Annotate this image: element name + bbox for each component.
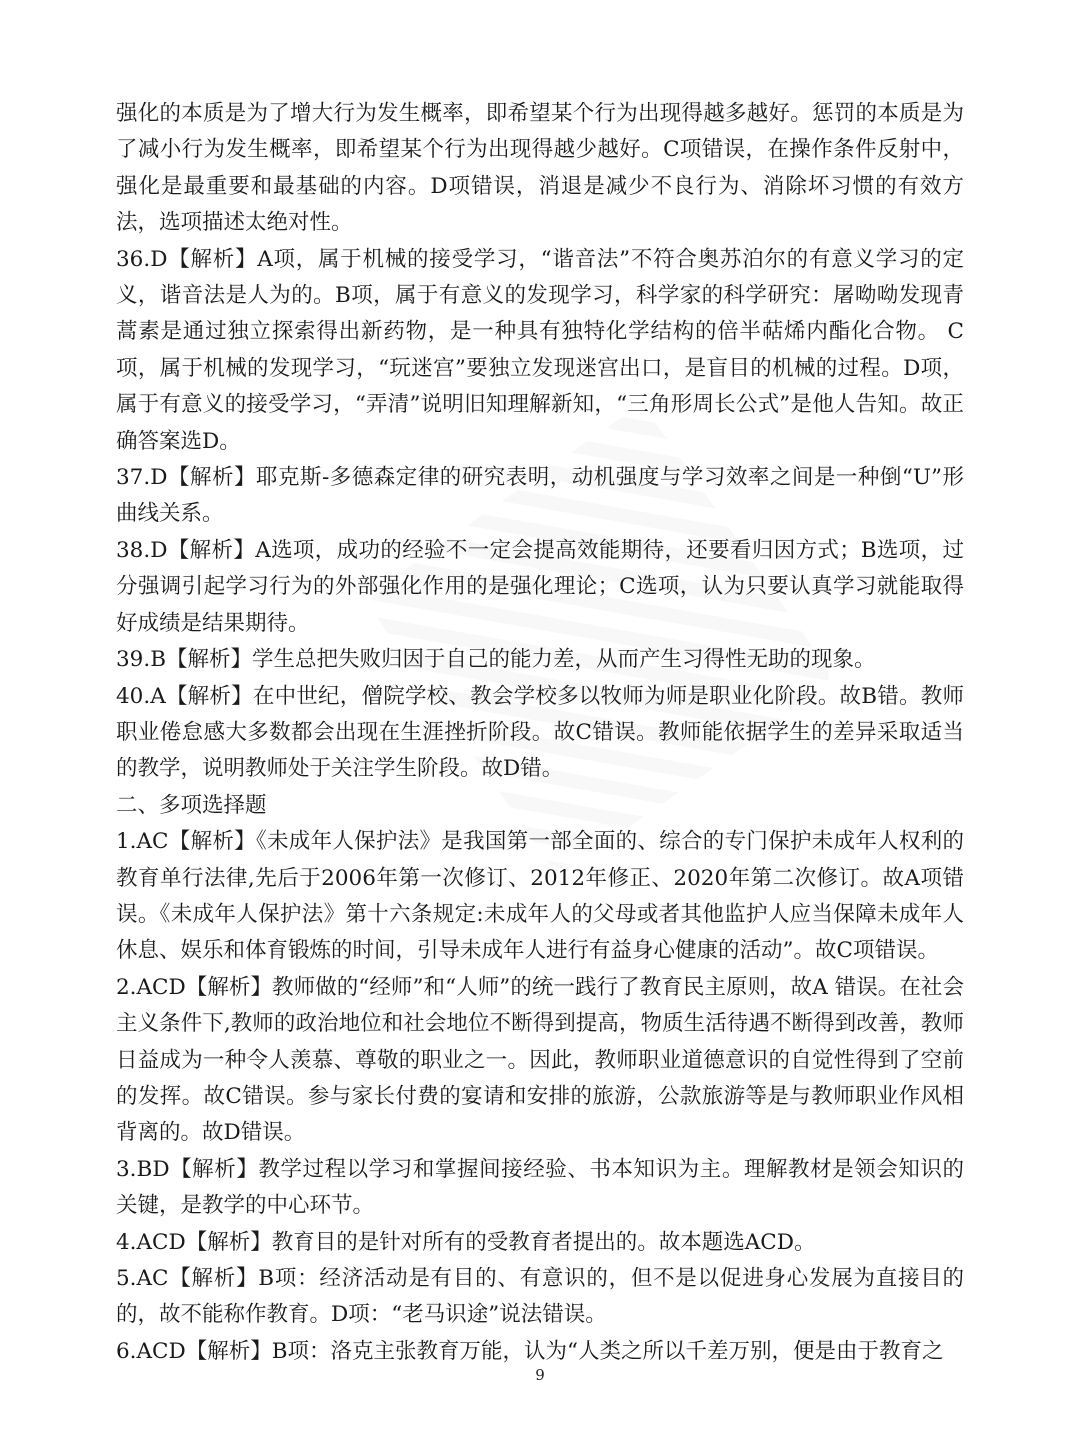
multi-answer-6: 6.ACD【解析】B项：洛克主张教育万能，认为“人类之所以千差万别，便是由于教育之: [116, 1338, 944, 1364]
multi-answer-4: 4.ACD【解析】教育目的是针对所有的受教育者提出的。故本题选ACD。: [116, 1229, 816, 1255]
answer-37: 37.D【解析】耶克斯-多德森定律的研究表明，动机强度与学习效率之间是一种倒“U”形曲线关系。: [116, 465, 964, 527]
paragraph-35-continued: 强化的本质是为了增大行为发生概率，即希望某个行为出现得越多越好。惩罚的本质是为了减小行为发生概率，即希望某个行为出现得越少越好。C项错误，在操作条件反射中，强化是最重要和最基础的内容。D项错误，消退是减少不良行为、消除坏习惯的有效方法，选项描述太绝对性。: [116, 101, 964, 236]
multi-answer-3: 3.BD【解析】教学过程以学习和掌握间接经验、书本知识为主。理解教材是领会知识的关键，是教学的中心环节。: [116, 1156, 964, 1219]
multi-answer-2: 2.ACD【解析】教师做的“经师”和“人师”的统一践行了教育民主原则，故A 错误。在社会主义条件下,教师的政治地位和社会地位不断得到提高，物质生活待遇不断得到改善，教师日益成为一种令人羡慕、尊敬的职业之一。因此，教师职业道德意识的自觉性得到了空前的发挥。故C错误。参与家长付费的宴请和安排的旅游，公款旅游等是与教师职业作风相背离的。故D错误。: [116, 974, 964, 1146]
page-content: [116, 96, 964, 1370]
answer-39: 39.B【解析】学生总把失败归因于自己的能力差，从而产生习得性无助的现象。: [116, 647, 876, 673]
page-number: 9: [535, 1366, 545, 1384]
answer-38: 38.D【解析】A选项，成功的经验不一定会提高效能期待，还要看归因方式；B选项，过分强调引起学习行为的外部强化作用的是强化理论；C选项，认为只要认真学习就能取得好成绩是结果期待。: [116, 537, 964, 636]
multi-answer-5: 5.AC【解析】B项：经济活动是有目的、有意识的，但不是以促进身心发展为直接目的的，故不能称作教育。D项：“老马识途”说法错误。: [116, 1266, 964, 1328]
multi-answer-1: 1.AC【解析】《未成年人保护法》是我国第一部全面的、综合的专门保护未成年人权利的教育单行法律,先后于2006年第一次修订、2012年修正、2020年第二次修订。故A项错误。《未成年人保护法》第十六条规定:未成年人的父母或者其他监护人应当保障未成年人休息、娱乐和体育锻炼的时间，引导未成年人进行有益身心健康的活动”。故C项错误。: [116, 829, 964, 964]
answer-40: 40.A【解析】在中世纪，僧院学校、教会学校多以牧师为师是职业化阶段。故B错。教师职业倦怠感大多数都会出现在生涯挫折阶段。故C错误。教师能依据学生的差异采取适当的教学，说明教师处于关注学生阶段。故D错。: [116, 683, 964, 782]
section-heading-multiple-choice: 二、多项选择题: [116, 792, 267, 818]
answer-36: 36.D【解析】A项，属于机械的接受学习，“谐音法”不符合奥苏泊尔的有意义学习的定义，谐音法是人为的。B项，属于有意义的发现学习，科学家的科学研究：屠呦呦发现青蒿素是通过独立探索得出新药物，是一种具有独特化学结构的倍半萜烯内酯化合物。 C项，属于机械的发现学习，“玩迷宫”要独立发现迷宫出口，是盲目的机械的过程。D项，属于有意义的接受学习，“弄清”说明旧知理解新知，“三角形周长公式”是他人告知。故正确答案选D。: [116, 246, 964, 454]
